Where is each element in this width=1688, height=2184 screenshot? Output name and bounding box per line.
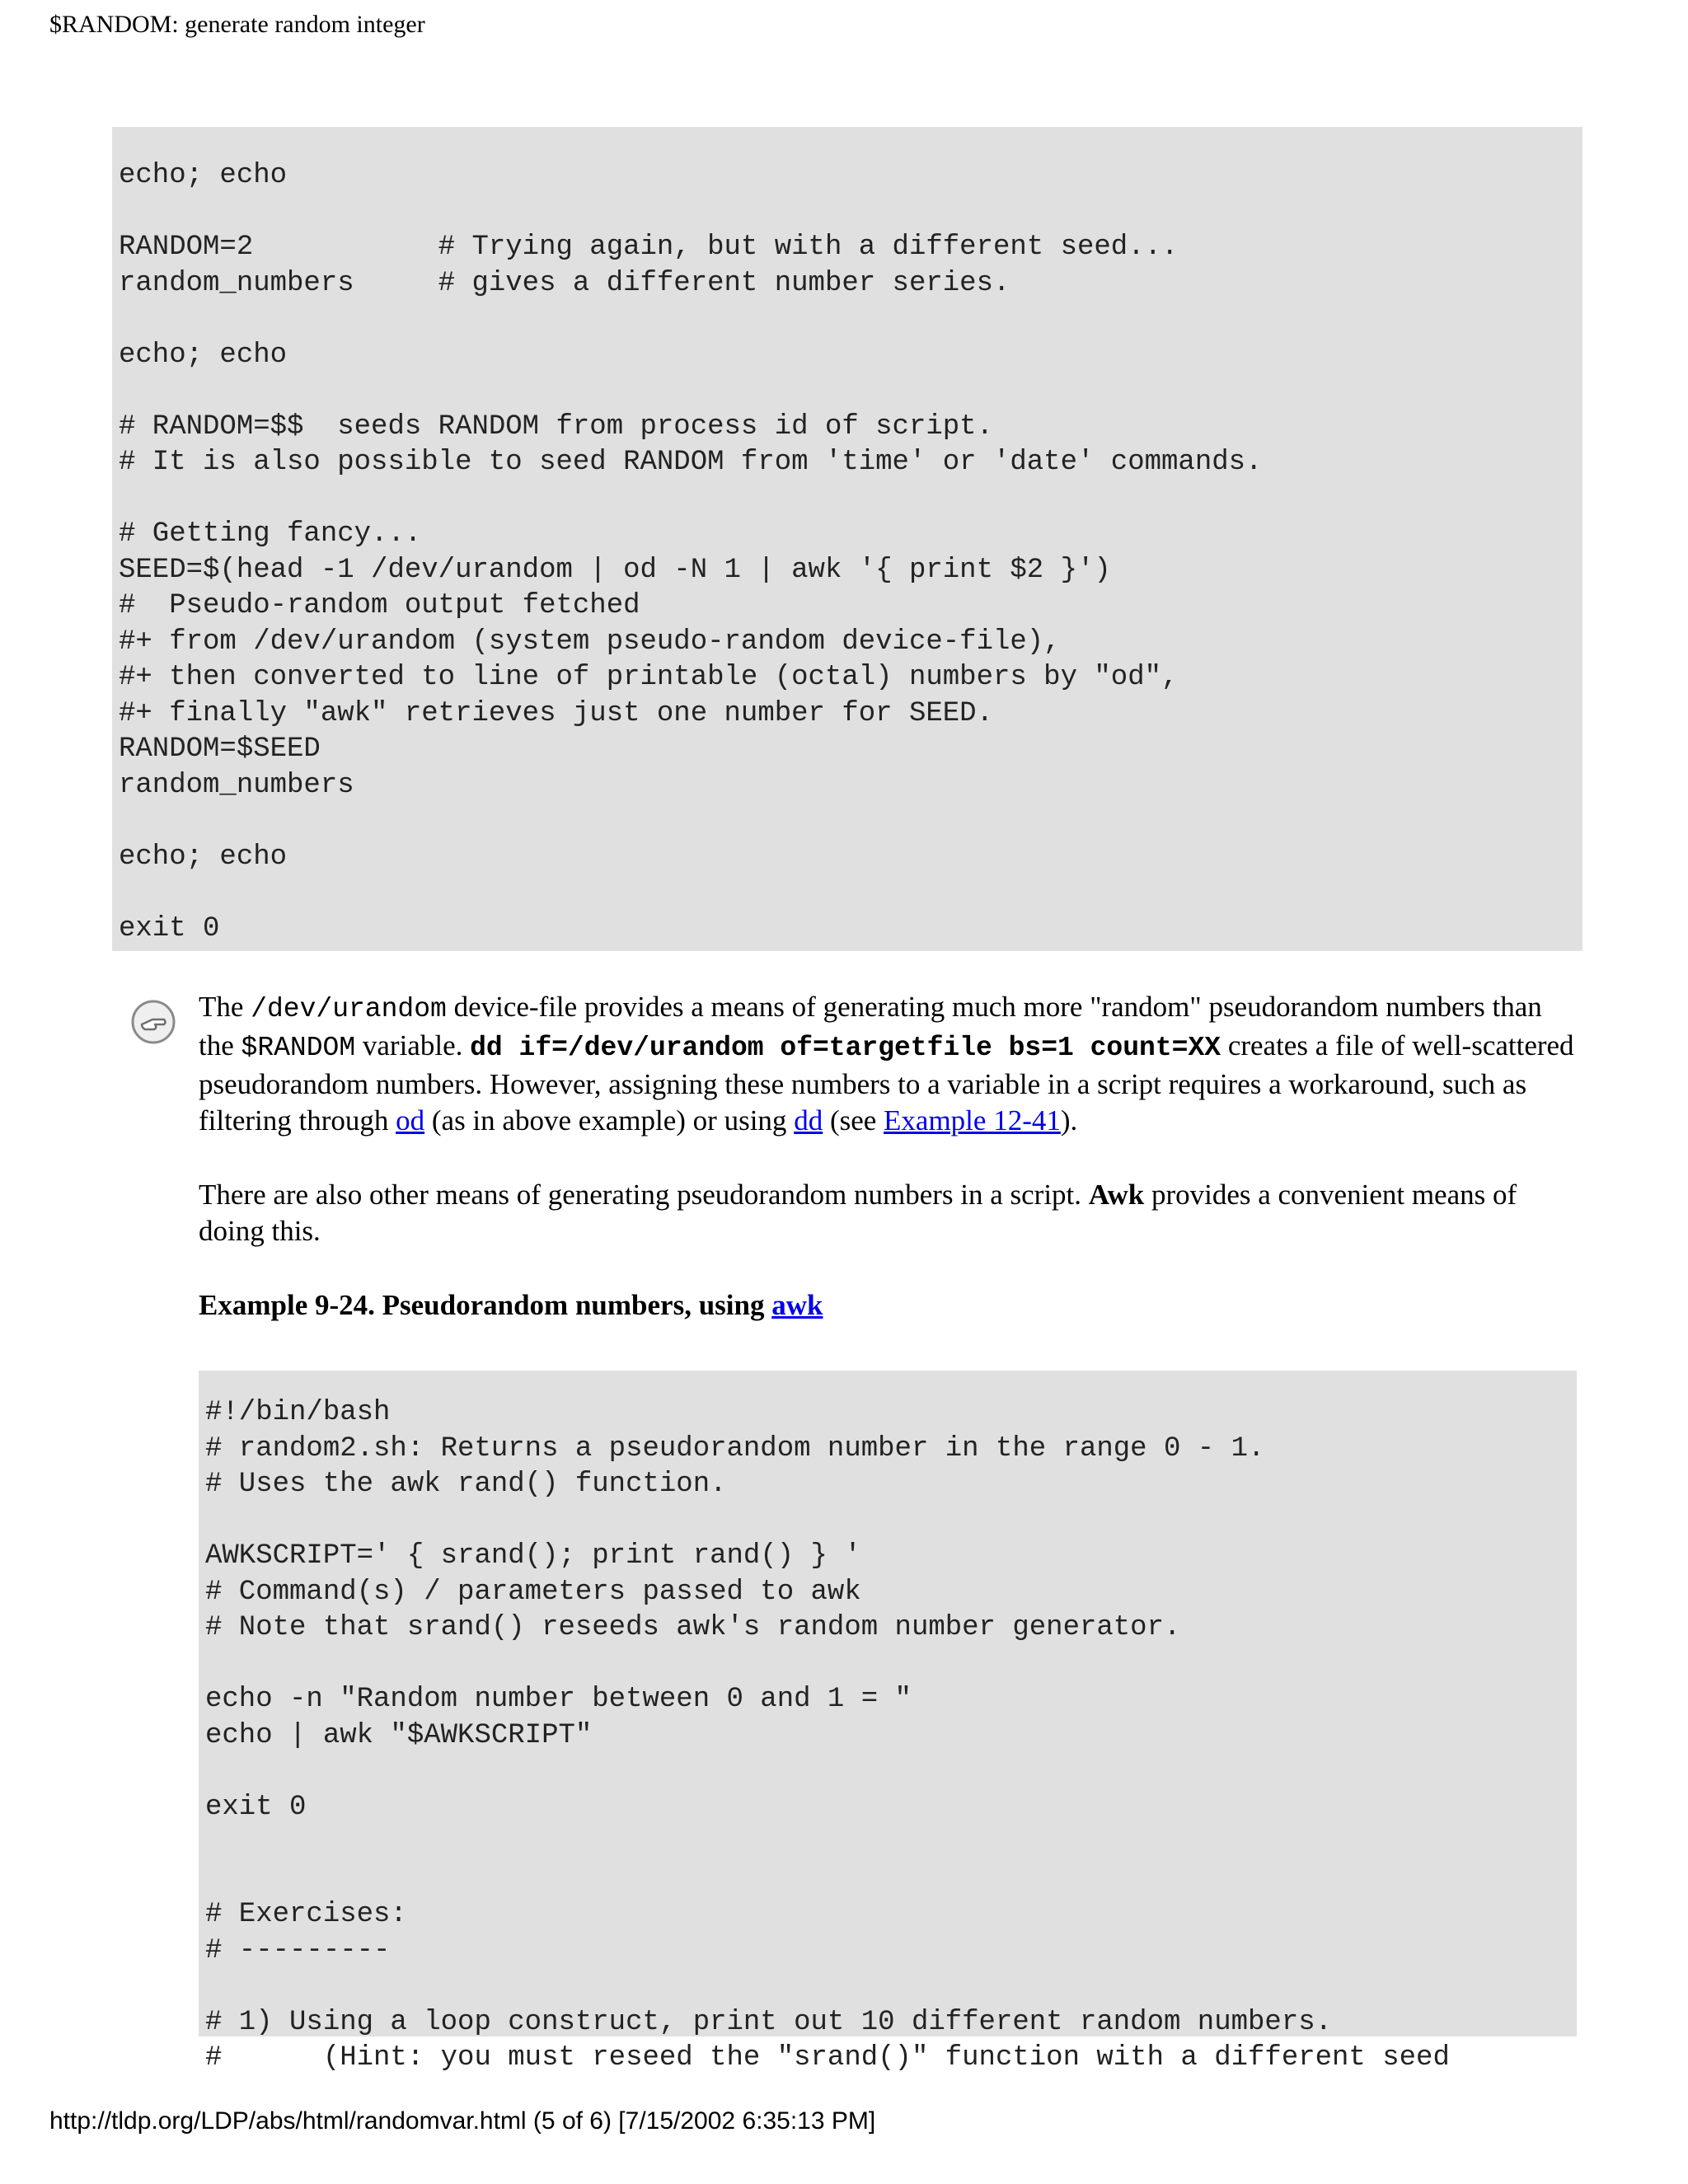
inline-command: dd if=/dev/urandom of=targetfile bs=1 count=XX: [470, 1033, 1221, 1063]
inline-code: /dev/urandom: [251, 994, 447, 1024]
link-example-12-41[interactable]: Example 12-41: [884, 1104, 1061, 1137]
note-icon: [130, 999, 176, 1045]
link-dd[interactable]: dd: [794, 1104, 823, 1137]
example-title: Example 9-24. Pseudorandom numbers, using awk: [199, 1289, 823, 1321]
code-listing: #!/bin/bash # random2.sh: Returns a pseudorandom number in the range 0 - 1. # Uses the awk rand() function. AWKSCRIPT=' { srand(); print rand() } ' # Command(s) / parameters passed to awk # Note that srand() reseeds awk's random number generator. echo -n "Random number between 0 and 1 = " echo | awk "$AWKSCRIPT" exit 0 # Exercises: # --------- # 1) Using a loop construct, print out 10 different random numbers. # (Hint: you must reseed the "srand()" function with a different seed: [205, 1397, 1450, 2074]
note-text: The /dev/urandom device-file provides a means of generating much more "random" pseudorandom numbers than the $RANDOM variable. dd if=/dev/urandom of=targetfile bs=1 count=XX creates a file of well-scattered pseudorandom numbers. However, assigning these numbers to a variable in a script requires a workaround, such as filtering through od (as in above example) or using dd (see Example 12-41).: [199, 991, 1574, 1137]
inline-code: $RANDOM: [241, 1033, 356, 1063]
code-listing: echo; echo RANDOM=2 # Trying again, but with a different seed... random_numbers # gives a different number series. echo; echo # RANDOM=$$ seeds RANDOM from process id of script. # It is also possible to seed RANDOM from 'time' or 'date' commands. # Getting fancy... SEED=$(head -1 /dev/urandom | od -N 1 | awk '{ print $2 }') # Pseudo-random output fetched #+ from /dev/urandom (system pseudo-random device-file), #+ then converted to line of printable (octal) numbers by "od", #+ finally "awk" retrieves just one number for SEED. RANDOM=$SEED random_numbers echo; echo exit 0: [119, 160, 1263, 944]
bold-awk: Awk: [1088, 1179, 1145, 1211]
code-block: [199, 1371, 1577, 2074]
page-header: $RANDOM: generate random integer: [49, 11, 425, 38]
link-od[interactable]: od: [396, 1104, 425, 1137]
page-footer: http://tldp.org/LDP/abs/html/randomvar.html (5 of 6) [7/15/2002 6:35:13 PM]: [49, 2107, 876, 2135]
code-block: [112, 127, 1582, 951]
paragraph: There are also other means of generating pseudorandom numbers in a script. Awk provides a convenient means of doing this.: [199, 1179, 1517, 1247]
link-awk[interactable]: awk: [771, 1289, 823, 1321]
